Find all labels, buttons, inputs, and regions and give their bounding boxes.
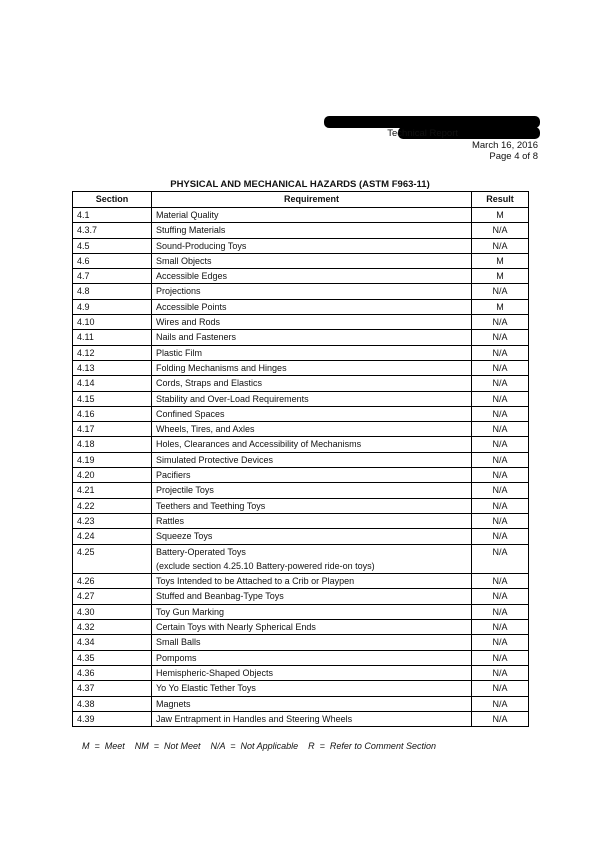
table-row [73, 498, 529, 513]
requirement-cell [152, 223, 472, 238]
requirement-text: Cords, Straps and Elastics [156, 378, 263, 389]
table-body [73, 208, 529, 727]
result-cell: N/A [472, 223, 529, 238]
requirement-cell [152, 544, 472, 574]
requirement-text: Teethers and Teething Toys [156, 500, 266, 511]
section-cell: 4.27 [73, 589, 152, 604]
table-row [73, 650, 529, 665]
table-row [73, 574, 529, 589]
result-cell: N/A [472, 513, 529, 528]
section-cell: 4.22 [73, 498, 152, 513]
result-cell: N/A [472, 422, 529, 437]
section-cell: 4.9 [73, 299, 152, 314]
requirement-text: Pacifiers [156, 470, 191, 481]
requirement-cell [152, 406, 472, 421]
column-header-section: Section [73, 192, 152, 208]
hazards-table [72, 191, 529, 727]
result-cell: N/A [472, 238, 529, 253]
table-row [73, 437, 529, 452]
table-row [73, 513, 529, 528]
table-row [73, 238, 529, 253]
requirement-text: Jaw Entrapment in Handles and Steering Wheels [156, 713, 353, 724]
section-cell: 4.11 [73, 330, 152, 345]
table-row [73, 589, 529, 604]
result-cell: N/A [472, 711, 529, 726]
section-cell: 4.3.7 [73, 223, 152, 238]
requirement-text: Projections [156, 286, 201, 297]
table-row [73, 711, 529, 726]
requirement-text: Pompoms [156, 652, 197, 663]
section-cell: 4.21 [73, 483, 152, 498]
requirement-text: Folding Mechanisms and Hinges [156, 362, 287, 373]
report-label: Technical Report [387, 128, 458, 139]
results-legend: M = Meet NM = Not Meet N/A = Not Applicable R = Refer to Comment Section [82, 741, 436, 751]
requirement-text: Wheels, Tires, and Axles [156, 424, 255, 435]
table-row [73, 376, 529, 391]
requirement-cell [152, 529, 472, 544]
section-cell: 4.20 [73, 468, 152, 483]
requirement-text: Yo Yo Elastic Tether Toys [156, 683, 256, 694]
table-row [73, 452, 529, 467]
section-cell: 4.24 [73, 529, 152, 544]
result-cell: N/A [472, 315, 529, 330]
result-cell: N/A [472, 406, 529, 421]
requirement-cell [152, 589, 472, 604]
section-cell: 4.14 [73, 376, 152, 391]
requirement-text: Holes, Clearances and Accessibility of Mechanisms [156, 439, 362, 450]
requirement-cell [152, 269, 472, 284]
section-cell: 4.16 [73, 406, 152, 421]
requirement-cell [152, 513, 472, 528]
requirement-text: Battery-Operated Toys [156, 546, 246, 557]
table-row [73, 269, 529, 284]
requirement-text: Material Quality [156, 210, 219, 220]
result-cell: M [472, 269, 529, 284]
section-cell: 4.39 [73, 711, 152, 726]
requirement-cell [152, 452, 472, 467]
table-row [73, 604, 529, 619]
requirement-cell [152, 284, 472, 299]
requirement-cell [152, 376, 472, 391]
table-row [73, 223, 529, 238]
requirement-text: Nails and Fasteners [156, 332, 237, 343]
requirement-note: (exclude section 4.25.10 Battery-powered ride-on toys) [156, 560, 375, 571]
result-cell: N/A [472, 544, 529, 574]
requirement-text: Accessible Points [156, 301, 227, 312]
result-cell: N/A [472, 330, 529, 345]
requirement-cell [152, 468, 472, 483]
table-row [73, 315, 529, 330]
table-row [73, 529, 529, 544]
requirement-cell [152, 650, 472, 665]
section-cell: 4.36 [73, 665, 152, 680]
page-number: Page 4 of 8 [489, 151, 538, 162]
requirement-cell [152, 299, 472, 314]
requirement-text: Small Balls [156, 637, 201, 648]
requirement-cell [152, 620, 472, 635]
requirement-text: Certain Toys with Nearly Spherical Ends [156, 622, 316, 633]
result-cell: N/A [472, 452, 529, 467]
table-row [73, 208, 529, 223]
report-date: March 16, 2016 [471, 140, 538, 151]
requirement-cell [152, 330, 472, 345]
requirement-text: Confined Spaces [156, 408, 225, 419]
result-cell: M [472, 299, 529, 314]
result-cell: N/A [472, 604, 529, 619]
result-cell: N/A [472, 696, 529, 711]
section-cell: 4.17 [73, 422, 152, 437]
requirement-text: Magnets [156, 698, 191, 709]
table-row [73, 299, 529, 314]
section-cell: 4.5 [73, 238, 152, 253]
table-row [73, 620, 529, 635]
result-cell: M [472, 253, 529, 268]
requirement-cell [152, 208, 472, 223]
result-cell: N/A [472, 345, 529, 360]
table-row [73, 483, 529, 498]
section-cell: 4.15 [73, 391, 152, 406]
requirement-text: Rattles [156, 515, 185, 526]
section-cell: 4.6 [73, 253, 152, 268]
requirement-text: Toy Gun Marking [156, 606, 225, 617]
table-row [73, 468, 529, 483]
requirement-text: Stuffing Materials [156, 225, 226, 236]
requirement-cell [152, 665, 472, 680]
section-cell: 4.18 [73, 437, 152, 452]
section-cell: 4.25 [73, 544, 152, 574]
requirement-cell [152, 345, 472, 360]
result-cell: N/A [472, 437, 529, 452]
requirement-cell [152, 238, 472, 253]
result-cell: N/A [472, 284, 529, 299]
table-header-row [73, 192, 529, 208]
section-cell: 4.13 [73, 360, 152, 375]
result-cell: N/A [472, 574, 529, 589]
requirement-text: Accessible Edges [156, 271, 228, 282]
requirement-cell [152, 696, 472, 711]
table-row [73, 422, 529, 437]
table-row [73, 406, 529, 421]
section-cell: 4.32 [73, 620, 152, 635]
result-cell: N/A [472, 468, 529, 483]
requirement-text: Stability and Over-Load Requirements [156, 393, 309, 404]
requirement-text: Small Objects [156, 255, 212, 266]
requirement-cell [152, 635, 472, 650]
section-cell: 4.1 [73, 208, 152, 223]
result-cell: N/A [472, 681, 529, 696]
requirement-text: Squeeze Toys [156, 531, 213, 542]
requirement-text: Plastic Film [156, 347, 203, 358]
requirement-cell [152, 498, 472, 513]
table-row [73, 391, 529, 406]
requirement-cell [152, 422, 472, 437]
result-cell: N/A [472, 498, 529, 513]
requirement-text: Toys Intended to be Attached to a Crib or Playpen [156, 576, 355, 587]
result-cell: M [472, 208, 529, 223]
result-cell: N/A [472, 391, 529, 406]
table-row [73, 253, 529, 268]
column-header-requirement: Requirement [152, 192, 472, 208]
requirement-text: Projectile Toys [156, 485, 214, 496]
section-cell: 4.35 [73, 650, 152, 665]
table-row [73, 635, 529, 650]
requirement-text: Wires and Rods [156, 317, 221, 328]
requirement-cell [152, 391, 472, 406]
result-cell: N/A [472, 635, 529, 650]
requirement-text: Stuffed and Beanbag-Type Toys [156, 591, 284, 602]
section-cell: 4.8 [73, 284, 152, 299]
result-cell: N/A [472, 376, 529, 391]
section-cell: 4.19 [73, 452, 152, 467]
table-title: PHYSICAL AND MECHANICAL HAZARDS (ASTM F963-11) [170, 179, 430, 190]
table-row [73, 544, 529, 574]
requirement-cell [152, 437, 472, 452]
section-cell: 4.26 [73, 574, 152, 589]
table-row [73, 330, 529, 345]
table-row [73, 681, 529, 696]
table-row [73, 284, 529, 299]
section-cell: 4.38 [73, 696, 152, 711]
section-cell: 4.12 [73, 345, 152, 360]
requirement-cell [152, 604, 472, 619]
result-cell: N/A [472, 665, 529, 680]
result-cell: N/A [472, 360, 529, 375]
section-cell: 4.7 [73, 269, 152, 284]
requirement-cell [152, 315, 472, 330]
requirement-text: Hemispheric-Shaped Objects [156, 667, 274, 678]
section-cell: 4.34 [73, 635, 152, 650]
requirement-cell [152, 681, 472, 696]
table-row [73, 696, 529, 711]
result-cell: N/A [472, 620, 529, 635]
requirement-cell [152, 711, 472, 726]
table-row [73, 360, 529, 375]
result-cell: N/A [472, 483, 529, 498]
result-cell: N/A [472, 589, 529, 604]
requirement-cell [152, 483, 472, 498]
section-cell: 4.23 [73, 513, 152, 528]
requirement-text: Simulated Protective Devices [156, 454, 274, 465]
requirement-text: Sound-Producing Toys [156, 240, 247, 251]
requirement-cell [152, 253, 472, 268]
requirement-cell [152, 574, 472, 589]
column-header-result: Result [472, 192, 529, 208]
result-cell: N/A [472, 529, 529, 544]
table-row [73, 345, 529, 360]
requirement-cell [152, 360, 472, 375]
table-row [73, 665, 529, 680]
section-cell: 4.30 [73, 604, 152, 619]
result-cell: N/A [472, 650, 529, 665]
section-cell: 4.10 [73, 315, 152, 330]
section-cell: 4.37 [73, 681, 152, 696]
